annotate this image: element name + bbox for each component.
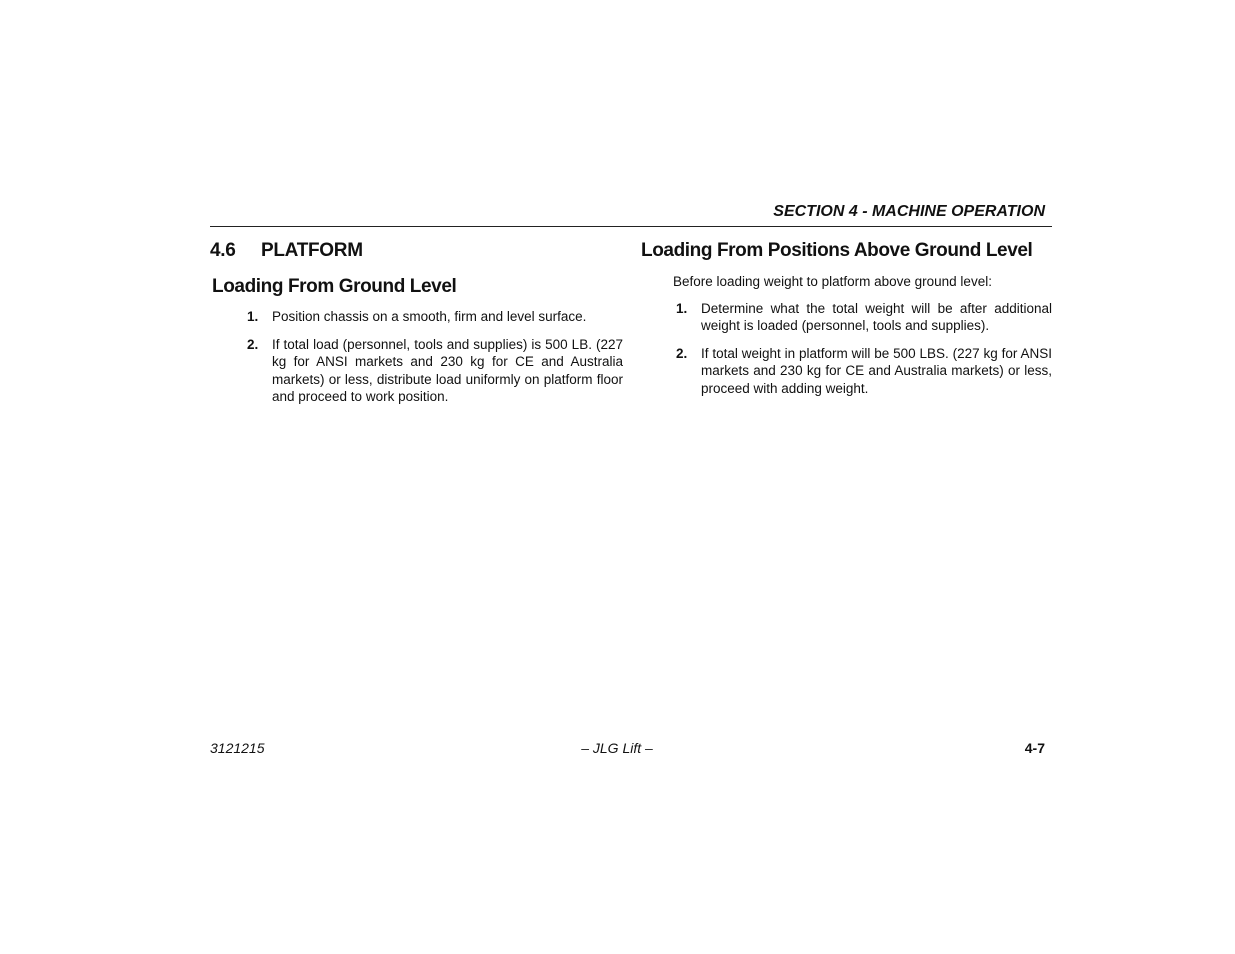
list-item [676, 345, 1052, 398]
header-divider [210, 226, 1052, 227]
intro-paragraph: Before loading weight to platform above ground level: [673, 274, 992, 289]
step-number: 1. [676, 300, 688, 316]
section-number: 4.6 [210, 240, 236, 261]
right-column [641, 240, 1052, 407]
step-text: Position chassis on a smooth, firm and level surface. [272, 309, 587, 324]
running-header-section-title: SECTION 4 - MACHINE OPERATION [773, 203, 1045, 220]
step-number: 2. [247, 336, 259, 352]
subheading-ground-level: Loading From Ground Level [212, 276, 457, 297]
above-ground-steps [676, 300, 1052, 398]
section-title: PLATFORM [261, 240, 363, 261]
step-number: 1. [247, 309, 259, 324]
ground-level-steps [247, 308, 623, 406]
list-item [247, 308, 623, 326]
step-text: If total load (personnel, tools and supplies) is 500 LB. (227 kg for ANSI markets and 230 kg for CE and Australia markets) or less, distribute load uniformly on platform floor and proceed to work position. [272, 336, 623, 404]
footer-publisher: – JLG Lift – [581, 740, 653, 756]
step-text: Determine what the total weight will be after additional weight is loaded (personnel, tools and supplies). [701, 300, 1052, 333]
step-text: If total weight in platform will be 500 LBS. (227 kg for ANSI markets and 230 kg for CE and Australia markets) or less, proceed with adding weight. [701, 345, 1052, 396]
left-column [210, 240, 623, 416]
list-item [247, 336, 623, 406]
section-heading [210, 240, 623, 262]
step-number: 2. [676, 345, 688, 361]
footer-document-number: 3121215 [210, 740, 265, 756]
footer-page-number: 4-7 [1024, 740, 1045, 756]
list-item [676, 300, 1052, 335]
subheading-above-ground: Loading From Positions Above Ground Level [641, 240, 1033, 261]
